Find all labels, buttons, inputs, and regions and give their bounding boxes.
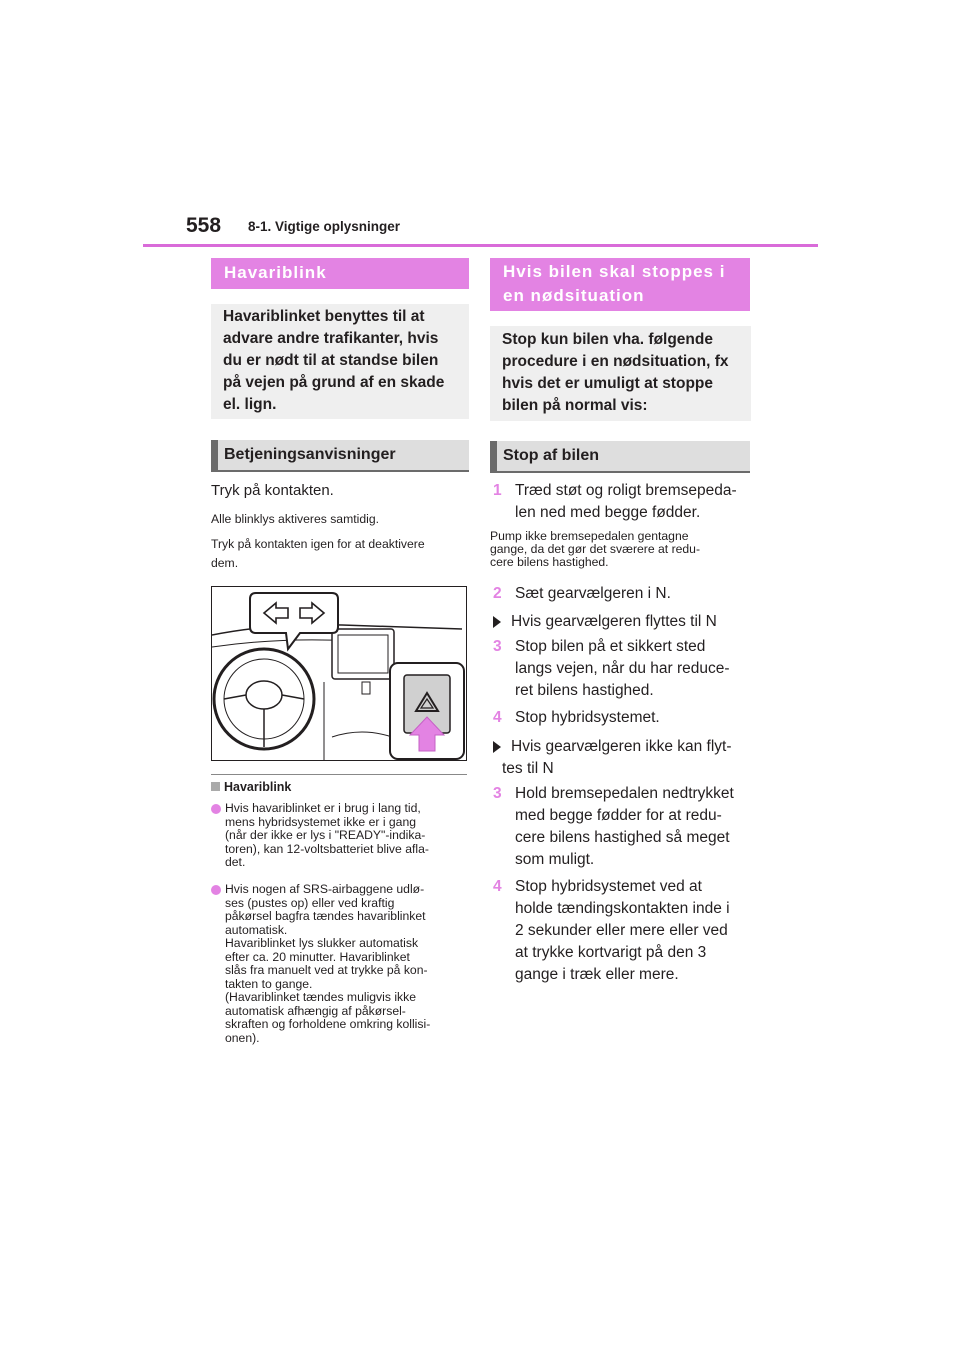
bullet-dot-icon xyxy=(211,804,221,814)
bullet-line: ses (pustes op) eller ved kraftig xyxy=(225,895,395,910)
hazard-title-bar xyxy=(211,258,469,289)
instruction: Tryk på kontakten. xyxy=(211,482,334,499)
emergency-title-line: en nødsituation xyxy=(503,286,645,305)
bullet-line: (Havariblinket tændes muligvis ikke xyxy=(225,990,417,1004)
section-title: 8-1. Vigtige oplysninger xyxy=(248,219,401,234)
note-line: Pump ikke bremsepedalen gentagne xyxy=(490,529,689,543)
emergency-intro-box xyxy=(490,326,751,421)
bullet-line: skraften og forholdene omkring kollisi- xyxy=(225,1017,431,1031)
bullet-line: automatisk afhængig af påkørsel- xyxy=(225,1003,406,1018)
step-line: at trykke kortvarigt på den 3 xyxy=(515,944,707,961)
intro-line: el. lign. xyxy=(223,396,277,413)
stop-subhead xyxy=(490,441,750,473)
stop-subhead-text: Stop af bilen xyxy=(503,447,599,464)
intro-line: bilen på normal vis: xyxy=(502,397,648,414)
operation-subhead-text: Betjeningsanvisninger xyxy=(224,446,396,463)
bullet-line: det. xyxy=(225,855,246,869)
step-line: cere bilens hastighed så meget xyxy=(515,829,730,846)
intro-line: på vejen på grund af en skade xyxy=(223,374,445,391)
step-line: Stop bilen på et sikkert sted xyxy=(515,638,706,655)
arrow-right-icon xyxy=(493,616,501,628)
step-line: holde tændingskontakten inde i xyxy=(515,900,730,917)
bullet-line: takten to gange. xyxy=(225,976,313,991)
notes-title-text: Havariblink xyxy=(224,780,292,794)
note-line: gange, da det gør det sværere at redu- xyxy=(490,542,701,556)
step-line: med begge fødder for at redu- xyxy=(515,807,722,824)
branch-line: tes til N xyxy=(502,760,554,777)
note-line: Tryk på kontakten igen for at deaktivere xyxy=(211,537,425,551)
step-line: langs vejen, når du har reduce- xyxy=(515,660,730,677)
page-number: 558 xyxy=(186,214,222,237)
step-number: 4 xyxy=(493,878,502,895)
dashboard-illustration xyxy=(211,586,467,761)
bullet-dot-icon xyxy=(211,885,221,895)
note-line: dem. xyxy=(211,556,239,570)
hazard-title: Havariblink xyxy=(224,263,327,282)
bullet-line: (når der ikke er lys i "READY"-indika- xyxy=(225,828,426,842)
branch-line: Hvis gearvælgeren ikke kan flyt- xyxy=(511,738,732,755)
step-1-note xyxy=(490,530,700,569)
arrow-right-icon xyxy=(493,741,501,753)
bullet-line: onen). xyxy=(225,1030,260,1045)
step-line: som muligt. xyxy=(515,851,595,868)
note-line: cere bilens hastighed. xyxy=(490,555,609,569)
step-line: gange i træk eller mere. xyxy=(515,966,679,983)
step-number: 3 xyxy=(493,638,502,655)
intro-line: Stop kun bilen vha. følgende xyxy=(502,331,713,348)
step-line: Hold bremsepedalen nedtrykket xyxy=(515,785,734,802)
bullet-line: efter ca. 20 minutter. Havariblinket xyxy=(225,949,410,964)
bullet-line: toren), kan 12-voltsbatteriet blive afla- xyxy=(225,841,429,856)
square-icon xyxy=(211,782,220,791)
step-line: 2 sekunder eller mere eller ved xyxy=(515,922,728,939)
intro-line: hvis det er umuligt at stoppe xyxy=(502,375,713,392)
bullet-line: Hvis havariblinket er i brug i lang tid, xyxy=(225,801,421,815)
intro-line: advare andre trafikanter, hvis xyxy=(223,330,439,347)
step-number: 1 xyxy=(493,482,502,499)
dashboard-drawing xyxy=(212,587,467,761)
bullet-line: Hvis nogen af SRS-airbaggene udlø- xyxy=(225,882,425,896)
header-rule xyxy=(143,244,818,247)
step-line: Stop hybridsystemet ved at xyxy=(515,878,702,895)
intro-line: procedure i en nødsituation, fx xyxy=(502,353,729,370)
emergency-title-bar xyxy=(490,258,750,311)
bullet-line: påkørsel bagfra tændes havariblinket xyxy=(225,909,426,923)
step-line: Sæt gearvælgeren i N. xyxy=(515,585,671,602)
intro-line: du er nødt til at standse bilen xyxy=(223,352,439,369)
step-line: ret bilens hastighed. xyxy=(515,682,654,699)
note-all-indicators: Alle blinklys aktiveres samtidig. xyxy=(211,512,379,526)
bullet-line: Havariblinket lys slukker automatisk xyxy=(225,936,419,950)
bullet-line: mens hybridsystemet ikke er i gang xyxy=(225,814,417,829)
bullet-line: slås fra manuelt ved at trykke på kon- xyxy=(225,963,428,977)
step-line: len ned med begge fødder. xyxy=(515,504,701,521)
note-press-again xyxy=(211,535,425,573)
operation-subhead xyxy=(211,440,469,472)
branch-line: Hvis gearvælgeren flyttes til N xyxy=(511,613,717,630)
step-number: 3 xyxy=(493,785,502,802)
hazard-intro-box xyxy=(211,304,469,419)
step-number: 2 xyxy=(493,585,502,602)
step-line: Stop hybridsystemet. xyxy=(515,709,660,726)
intro-line: Havariblinket benyttes til at xyxy=(223,308,425,325)
emergency-title-line: Hvis bilen skal stoppes i xyxy=(503,262,726,281)
bullet-line: automatisk. xyxy=(225,922,288,937)
step-number: 4 xyxy=(493,709,502,726)
notes-title xyxy=(211,780,291,795)
notes-rule xyxy=(211,774,467,775)
step-line: Træd støt og roligt bremsepeda- xyxy=(515,482,737,499)
